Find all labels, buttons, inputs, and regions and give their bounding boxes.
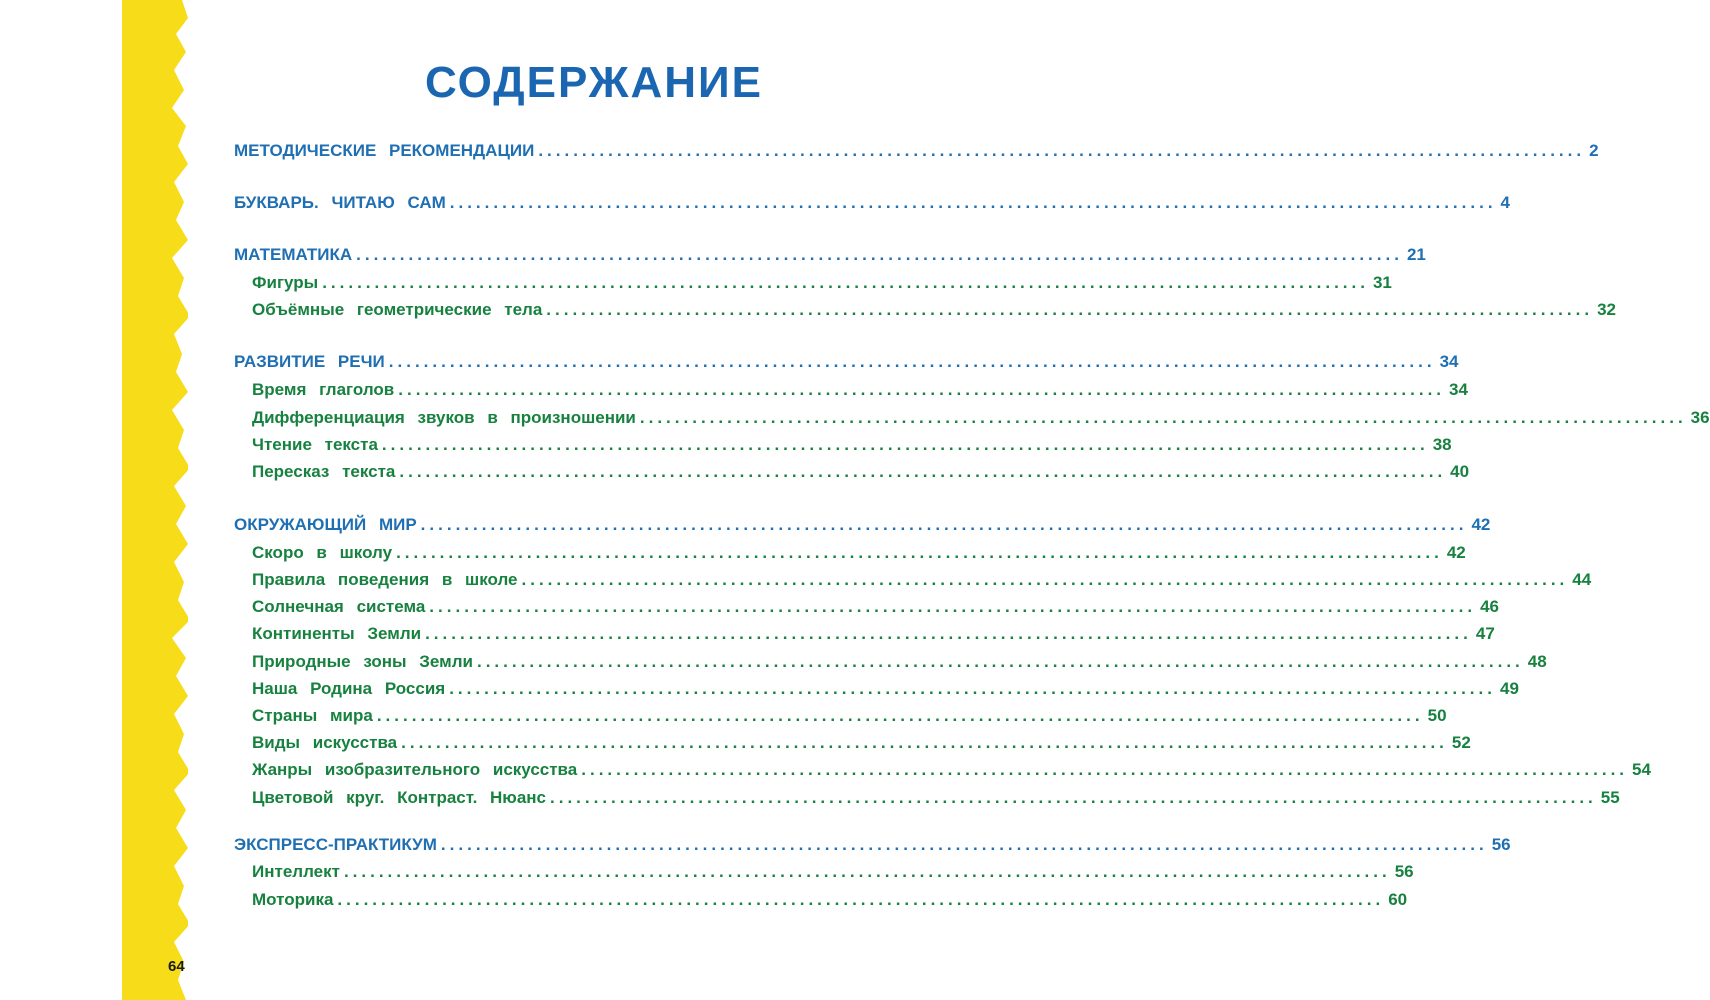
toc-section-entry bbox=[234, 832, 1511, 858]
toc-entry-page-number: 55 bbox=[1600, 788, 1620, 807]
toc-dot-leader: ........................................................................................................................ bbox=[376, 706, 1424, 725]
toc-dot-leader: ........................................................................................................................ bbox=[337, 890, 1385, 909]
toc-subsection-entry bbox=[234, 540, 1466, 566]
toc-entry-page-number: 36 bbox=[1690, 408, 1710, 427]
toc-entry-page-number: 44 bbox=[1572, 570, 1592, 589]
toc-dot-leader: ........................................................................................................................ bbox=[381, 435, 1429, 454]
toc-entry-label: Континенты Земли bbox=[252, 624, 422, 643]
toc-dot-leader: ........................................................................................................................ bbox=[546, 300, 1594, 319]
toc-entry-page-number: 52 bbox=[1451, 733, 1471, 752]
toc-entry-label: Дифференциация звуков в произношении bbox=[252, 408, 636, 427]
toc-entry-label: Виды искусства bbox=[252, 733, 398, 752]
toc-dot-leader: ........................................................................................................................ bbox=[521, 570, 1569, 589]
toc-dot-leader: ........................................................................................................................ bbox=[449, 193, 1497, 212]
toc-subsection-entry bbox=[234, 649, 1547, 675]
toc-dot-leader: ........................................................................................................................ bbox=[398, 380, 1446, 399]
toc-entry-label: Пересказ текста bbox=[252, 462, 396, 481]
toc-entry-label: Время глаголов bbox=[252, 380, 395, 399]
toc-dot-leader: ........................................................................................................................ bbox=[429, 597, 1477, 616]
toc-entry-label: МАТЕМАТИКА bbox=[234, 245, 353, 264]
toc-entry-page-number: 40 bbox=[1450, 462, 1470, 481]
toc-entry-page-number: 46 bbox=[1480, 597, 1499, 616]
toc-dot-leader: ........................................................................................................................ bbox=[550, 788, 1597, 807]
page-margin bbox=[0, 0, 122, 1000]
toc-subsection-entry bbox=[234, 730, 1471, 756]
toc-subsection-entry bbox=[234, 405, 1710, 431]
toc-entry-label: Скоро в школу bbox=[252, 543, 393, 562]
toc-entry-label: Чтение текста bbox=[252, 435, 378, 454]
toc-entry-label: ОКРУЖАЮЩИЙ МИР bbox=[234, 515, 417, 534]
toc-section-entry bbox=[234, 138, 1599, 164]
toc-dot-leader: ........................................................................................................................ bbox=[538, 141, 1586, 160]
toc-subsection-entry bbox=[234, 270, 1392, 296]
toc-entry-label: Страны мира bbox=[252, 706, 373, 725]
toc-entry-label: Цветовой круг. Контраст. Нюанс bbox=[252, 788, 546, 807]
toc-entry-label: Интеллект bbox=[252, 862, 340, 881]
toc-subsection-entry bbox=[234, 297, 1616, 323]
toc-subsection-entry bbox=[234, 757, 1651, 783]
toc-subsection-entry bbox=[234, 703, 1447, 729]
toc-entry-page-number: 32 bbox=[1597, 300, 1616, 319]
toc-entry-page-number: 54 bbox=[1632, 760, 1651, 779]
toc-entry-label: Природные зоны Земли bbox=[252, 652, 473, 671]
toc-entry-page-number: 42 bbox=[1471, 515, 1491, 534]
toc-section-entry bbox=[234, 512, 1491, 538]
toc-dot-leader: ........................................................................................................................ bbox=[425, 624, 1472, 643]
toc-dot-leader: ........................................................................................................................ bbox=[396, 543, 1443, 562]
toc-subsection-entry bbox=[234, 676, 1519, 702]
toc-entry-label: Наша Родина Россия bbox=[252, 679, 446, 698]
toc-dot-leader: ........................................................................................................................ bbox=[322, 273, 1369, 292]
toc-dot-leader: ........................................................................................................................ bbox=[399, 462, 1447, 481]
toc-entry-page-number: 4 bbox=[1500, 193, 1511, 212]
toc-subsection-entry bbox=[234, 377, 1468, 403]
toc-subsection-entry bbox=[234, 621, 1495, 647]
toc-entry-page-number: 31 bbox=[1372, 273, 1392, 292]
toc-subsection-entry bbox=[234, 859, 1414, 885]
toc-entry-label: ЭКСПРЕСС-ПРАКТИКУМ bbox=[234, 835, 437, 854]
page-number: 64 bbox=[168, 958, 185, 975]
toc-section-entry bbox=[234, 190, 1511, 216]
toc-entry-label: РАЗВИТИЕ РЕЧИ bbox=[234, 352, 385, 371]
toc-dot-leader: ........................................................................................................................ bbox=[440, 835, 1488, 854]
toc-dot-leader: ........................................................................................................................ bbox=[476, 652, 1524, 671]
toc-entry-page-number: 49 bbox=[1499, 679, 1519, 698]
page-title: СОДЕРЖАНИЕ bbox=[424, 58, 764, 107]
toc-entry-label: Моторика bbox=[252, 890, 334, 909]
toc-entry-page-number: 50 bbox=[1427, 706, 1447, 725]
toc-entry-page-number: 2 bbox=[1589, 141, 1599, 160]
toc-entry-label: МЕТОДИЧЕСКИЕ РЕКОМЕНДАЦИИ bbox=[234, 141, 535, 160]
toc-dot-leader: ........................................................................................................................ bbox=[356, 245, 1403, 264]
toc-subsection-entry bbox=[234, 459, 1470, 485]
toc-subsection-entry bbox=[234, 785, 1620, 811]
toc-entry-label: Жанры изобразительного искусства bbox=[252, 760, 578, 779]
toc-dot-leader: ........................................................................................................................ bbox=[401, 733, 1448, 752]
toc-dot-leader: ........................................................................................................................ bbox=[388, 352, 1436, 371]
toc-entry-label: Фигуры bbox=[252, 273, 319, 292]
toc-dot-leader: ........................................................................................................................ bbox=[343, 862, 1391, 881]
toc-entry-page-number: 48 bbox=[1527, 652, 1547, 671]
toc-entry-label: Объёмные геометрические тела bbox=[252, 300, 543, 319]
toc-entry-page-number: 47 bbox=[1475, 624, 1495, 643]
toc-entry-page-number: 21 bbox=[1406, 245, 1426, 264]
toc-subsection-entry bbox=[234, 887, 1408, 913]
toc-entry-page-number: 56 bbox=[1491, 835, 1511, 854]
toc-entry-label: Солнечная система bbox=[252, 597, 426, 616]
toc-entry-page-number: 42 bbox=[1446, 543, 1466, 562]
toc-subsection-entry bbox=[234, 567, 1592, 593]
toc-entry-label: БУКВАРЬ. ЧИТАЮ САМ bbox=[234, 193, 446, 212]
toc-section-entry bbox=[234, 349, 1459, 375]
toc-dot-leader: ........................................................................................................................ bbox=[420, 515, 1468, 534]
toc-subsection-entry bbox=[234, 594, 1499, 620]
toc-section-entry bbox=[234, 242, 1426, 268]
toc-entry-page-number: 34 bbox=[1449, 380, 1468, 399]
toc-dot-leader: ........................................................................................................................ bbox=[581, 760, 1629, 779]
toc-entry-page-number: 34 bbox=[1439, 352, 1459, 371]
toc-dot-leader: ........................................................................................................................ bbox=[449, 679, 1496, 698]
toc-subsection-entry bbox=[234, 432, 1452, 458]
toc-entry-page-number: 38 bbox=[1432, 435, 1452, 454]
toc-entry-page-number: 60 bbox=[1388, 890, 1408, 909]
toc-dot-leader: ........................................................................................................................ bbox=[639, 408, 1687, 427]
toc-entry-label: Правила поведения в школе bbox=[252, 570, 518, 589]
toc-entry-page-number: 56 bbox=[1394, 862, 1414, 881]
